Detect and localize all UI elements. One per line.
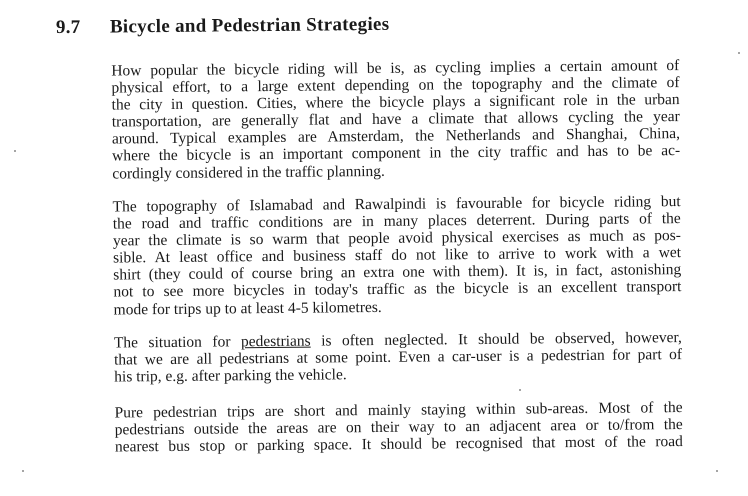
paragraph-4 (115, 399, 683, 456)
paragraph-line: around. Typical examples are Amsterdam, the Netherlands and Shanghai, China, (111, 125, 681, 148)
section-heading (56, 14, 390, 39)
paragraph-line: where the bicycle is an important component in the city traffic and has to be ac- (112, 142, 681, 165)
scan-speck (716, 470, 718, 472)
paragraph-text: The situation for (113, 333, 242, 352)
paragraph-line: nearest bus stop or parking space. It should be recognised that most of the road (114, 433, 683, 456)
paragraph-line: Pure pedestrian trips are short and mainly staying within sub-areas. Most of the (114, 399, 683, 422)
paragraph-line: year the climate is so warm that people avoid physical exercises as much as pos- (112, 227, 681, 250)
scan-speck (22, 470, 24, 472)
paragraph-3 (114, 329, 682, 386)
paragraph-line: physical effort, to a large extent depending on the topography and the climate of (111, 74, 680, 97)
paragraph-line: the city in question. Cities, where the bicycle plays a significant role in the urban (111, 91, 680, 114)
scan-speck (738, 52, 740, 54)
scan-speck (519, 389, 521, 391)
paragraph-line: cordingly considered in the traffic planning. (112, 162, 385, 183)
section-title: Bicycle and Pedestrian Strategies (109, 13, 390, 38)
paragraph-line: shirt (they could of course bring an extra one with them). It is, in fact, astonishing (113, 261, 682, 284)
paragraph-2 (113, 193, 682, 318)
paragraph-1 (111, 57, 680, 182)
paragraph-line: How popular the bicycle riding will be is, as cycling implies a certain amount of (111, 57, 680, 80)
scan-speck (14, 150, 16, 152)
paragraph-line: mode for trips up to at least 4-5 kilometres. (113, 298, 382, 319)
paragraph-line: not to see more bicycles in today's traffic as the bicycle is an excellent transport (113, 278, 682, 301)
paragraph-line: The topography of Islamabad and Rawalpindi is favourable for bicycle riding but (112, 193, 681, 216)
paragraph-line: that we are all pedestrians at some point. Even a car-user is a pedestrian for part of (114, 346, 683, 369)
paragraph-text: is often neglected. It should be observed, however, (310, 329, 682, 350)
paragraph-line: pedestrians outside the areas are on their way to an adjacent area or to/from the (114, 416, 683, 439)
underlined-term: pedestrians (240, 332, 311, 351)
section-number: 9.7 (55, 16, 81, 39)
paragraph-line: his trip, e.g. after parking the vehicle. (114, 366, 347, 386)
paragraph-line: transportation, are generally flat and have a climate that allows cycling the year (111, 108, 680, 131)
paragraph-line: the road and traffic conditions are in many places deterrent. During parts of the (112, 210, 681, 233)
paragraph-line: sible. At least office and business staff do not like to arrive to work with a wet (113, 244, 682, 267)
